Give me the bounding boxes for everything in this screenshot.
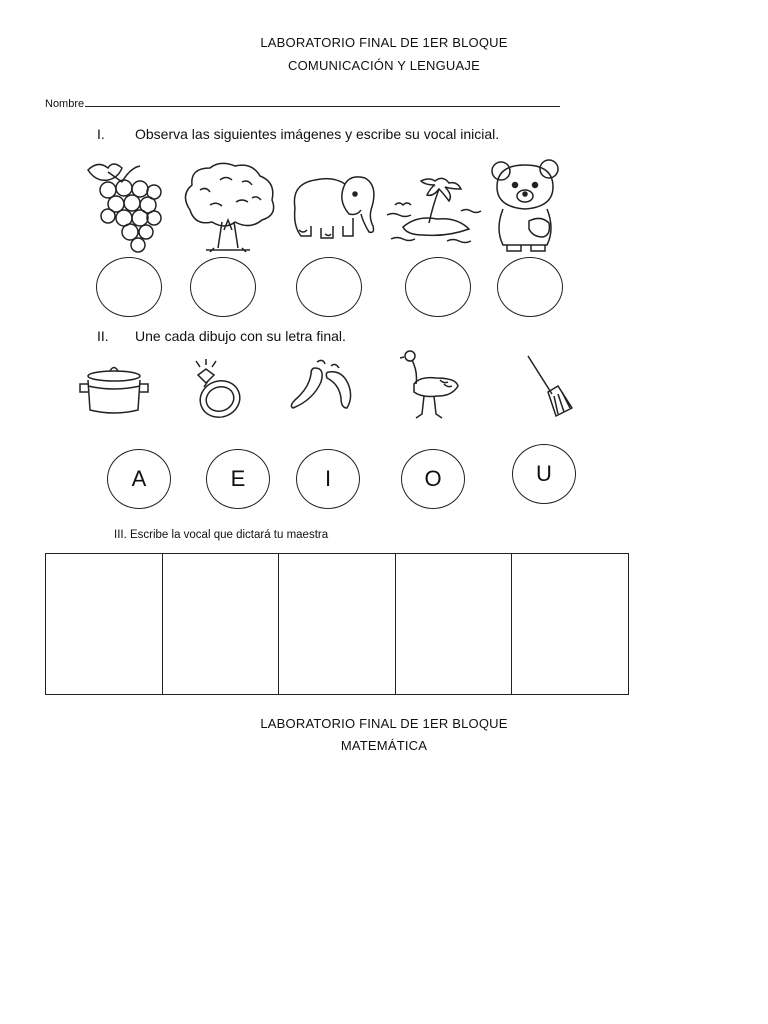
tree-icon [180,160,278,255]
section-3-instruction: III. Escribe la vocal que dictará tu maestra [114,529,329,541]
section-1-number: I. [97,126,105,142]
letter-circle-u[interactable]: U [512,444,576,504]
dictation-cell-5[interactable] [512,554,628,694]
pot-icon [78,362,150,416]
chili-icon [287,358,357,414]
letter-circle-o[interactable]: O [401,449,465,509]
bear-icon [487,157,565,253]
dictation-cell-1[interactable] [46,554,163,694]
island-icon [387,175,483,247]
answer-circle-1[interactable] [96,257,162,317]
math-subject: MATEMÁTICA [340,738,428,753]
elephant-icon [287,170,379,246]
dictation-cell-3[interactable] [279,554,396,694]
section-1-instruction: Observa las siguientes imágenes y escribe su vocal inicial. [135,126,500,142]
grapes-icon [78,158,168,253]
worksheet-title: LABORATORIO FINAL DE 1ER BLOQUE [260,35,508,50]
letter-circle-a[interactable]: A [107,449,171,509]
letter-circle-e[interactable]: E [206,449,270,509]
name-label: Nombre [45,98,85,110]
answer-circle-3[interactable] [296,257,362,317]
ring-icon [186,357,248,423]
section-2-number: II. [97,328,109,344]
math-title: LABORATORIO FINAL DE 1ER BLOQUE [260,716,508,731]
dictation-cell-4[interactable] [396,554,513,694]
name-field[interactable] [45,96,560,110]
worksheet-subject: COMUNICACIÓN Y LENGUAJE [288,58,480,73]
answer-circle-4[interactable] [405,257,471,317]
section-2-instruction: Une cada dibujo con su letra final. [135,328,346,344]
answer-circle-2[interactable] [190,257,256,317]
name-line [85,96,560,107]
dictation-cell-2[interactable] [163,554,280,694]
ostrich-icon [400,348,462,422]
section-1-heading [97,126,499,142]
section-2-heading [97,328,346,344]
letter-circle-i[interactable]: I [296,449,360,509]
broom-icon [524,354,574,420]
dictation-table [45,553,629,695]
answer-circle-5[interactable] [497,257,563,317]
